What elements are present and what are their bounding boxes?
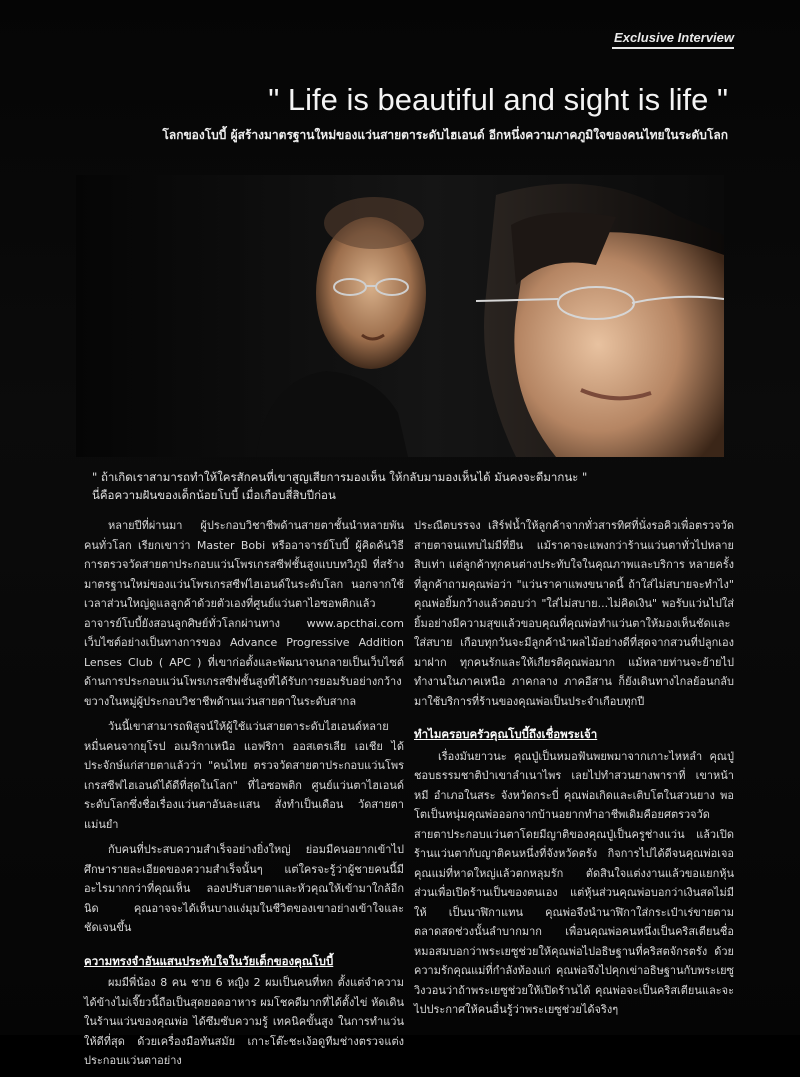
subtitle: โลกของโบบี้ ผู้สร้างมาตรฐานใหม่ของแว่นสายตาระดับไฮเอนด์ อีกหนึ่งความภาคภูมิใจของคนไทยในระดับโลก (162, 128, 728, 142)
paragraph: กับคนที่ประสบความสำเร็จอย่างยิ่งใหญ่ ย่อมมีคนอยากเข้าไปศึกษารายละเอียดของความสำเร็จนั้นๆ แต่ใครจะรู้ว่าผู้ชายคนนี้มีอะไรมากกว่าที่คุณเห็น ลองปรับสายตาและหัวคุณให้เข้ามาใกล้อีกนิด คุณอาจจะได้เห็นบางแง่มุมในชีวิตของเขาอย่างเข้าใจและชัดเจนขึ้น (84, 843, 404, 934)
photo-illustration (76, 175, 724, 457)
paragraph: ประณีตบรรจง เสิร์ฟน้ำให้ลูกค้าจากทั่วสารทิศที่นั่งรอคิวเพื่อตรวจวัดสายตาจนแทบไม่มีที่ยืน แม้ราคาจะแพงกว่าร้านแว่นตาทั่วไปหลายสิบเท่า แต่ลูกค้าทุกคนต่างประทับใจในคุณภาพและบริการ หลายครั้งที่ลูกค้าถามคุณพ่อว่า "แว่นราคาแพงขนาดนี้ ถ้าใส่ไม่สบายจะทำไง" คุณพ่อยิ้มกว้างแล้วตอบว่า "ใส่ไม่สบาย...ไม่คิดเงิน" พอรับแว่นไปใส่ยิ้มอย่างมีความสุขแล้วขอบคุณที่คุณพ่อทำแว่นตาให้มองเห็นชัดและใส่สบาย เกือบทุกวันจะมีลูกค้านำผลไม้อย่างดีที่สุดจากสวนที่ปลูกเองมาฝาก ทุกคนรักและให้เกียรติคุณพ่อมาก แม้หลายท่านจะย้ายไปทำงานในภาคเหนือ ภาคกลาง ภาคอีสาน ก็ยังเดินทางไกลย้อนกลับมาใช้บริการที่ร้านของคุณพ่อเป็นประจำเกือบทุกปี (414, 519, 734, 708)
quote-line-2: นี่คือความฝันของเด็กน้อยโบบี้ เมื่อเกือบสี่สิบปีก่อน (92, 488, 336, 502)
pull-quote (92, 468, 612, 504)
paragraph: ผมมีพี่น้อง 8 คน ชาย 6 หญิง 2 ผมเป็นคนที่หก ตั้งแต่จำความได้ข้างไม่เจี๊ยวนี้ถือเป็นสุดยอดอาหาร ผมโชคดีมากที่ได้ตั้งไข่ หัดเดินในร้านแว่นของคุณพ่อ ได้ซึมซับความรู้ เทคนิคขั้นสูง ในการทำแว่นให้ดีที่สุด ด้วยเครื่องมือทันสมัย เกาะโต๊ะชะเง้อดูทีมช่างตรวจแต่งประกอบแว่นตาอย่าง (84, 976, 404, 1067)
quote-line-1: " ถ้าเกิดเราสามารถทำให้ใครสักคนที่เขาสูญเสียการมองเห็น ให้กลับมามองเห็นได้ มันคงจะดีมากนะ " (92, 470, 588, 484)
paragraph: วันนี้เขาสามารถพิสูจน์ให้ผู้ใช้แว่นสายตาระดับไฮเอนด์หลายหมื่นคนจากยุโรป อเมริกาเหนือ แอฟริกา ออสเตรเลีย เอเชีย ได้ประจักษ์แก่สายตาแล้วว่า "คนไทย ตรวจวัดสายตาประกอบแว่นโพรเกรสซีฟไฮเอนด์ได้ดีที่สุดในโลก" ที่ไอซอพติก ศูนย์แว่นตาไฮเอนด์ระดับโลกซึ่งชื่อเรื่องแว่นตาอันละแสน สั่งทำเป็นเดือน วัดสายตาแม่นยำ (84, 720, 404, 831)
headline: " Life is beautiful and sight is life " (268, 82, 728, 117)
interview-photo (76, 175, 724, 457)
section-underline (612, 47, 734, 49)
section-label: Exclusive Interview (614, 30, 734, 45)
article-column-right (414, 516, 734, 1026)
section-heading: ความทรงจำอันแสนประทับใจในวัยเด็กของคุณโบบี้ (84, 953, 334, 968)
article-column-left (84, 516, 404, 1077)
section-heading: ทำไมครอบครัวคุณโบบี้ถึงเชื่อพระเจ้า (414, 727, 598, 741)
paragraph: หลายปีที่ผ่านมา ผู้ประกอบวิชาชีพด้านสายตาชั้นนำหลายพันคนทั่วโลก เรียกเขาว่า Master Bobi หรืออาจารย์โบบี้ ผู้คิดค้นวิธีการตรวจวัดสายตาประกอบแว่นโพรเกรสซีฟชั้นสูงแบบทวิภูมิ ที่สร้างมาตรฐานใหม่ของแว่นโพรเกรสซีฟไฮเอนด์ในระดับโลก นอกจากใช้เวลาส่วนใหญ่ดูแลลูกค้าด้วยตัวเองที่ศูนย์แว่นตาไอซอพติกแล้ว อาจารย์โบบี้ยังสอนลูกศิษย์ทั่วโลกผ่านทาง www.apcthai.com เว็บไซต์อย่างเป็นทางการของ Advance Progressive Addition Lenses Club ( APC ) ที่เขาก่อตั้งและพัฒนาจนกลายเป็นเว็บไซต์ด้านการประกอบแว่นโพรเกรสซีฟชั้นสูงที่ได้รับการยอมรับอย่างกว้างขวางในหมู่ผู้ประกอบวิชาชีพด้านแว่นสายตาในระดับสากล (84, 519, 404, 708)
paragraph: เรื่องมันยาวนะ คุณปู่เป็นหมอฟันพยพมาจากเกาะไหหลำ คุณปู่ชอบธรรมชาติป่าเขาลำเนาไพร เลยไปทำสวนยางพาราที่ เขาหน้าหมี อำเภอในสระ จังหวัดกระบี่ คุณพ่อเกิดและเติบโตในสวนยาง พอโตเป็นหนุ่มคุณพ่อออกจากบ้านอยากทำอาชีพเดิมคือยศตรวจวัดสายตาประกอบแว่นตาโดยมีญาติของคุณปู่เป็นครูช่างแว่น แล้วเปิดร้านแว่นตากับญาติคนหนึ่งที่จังหวัดตรัง กิจการไปได้ดีจนคุณพ่อเจอคุณแม่ที่หาดใหญ่แล้วตกหลุมรัก ตัดสินใจแต่งงานแล้วขอแยกหุ้นส่วนเพื่อเปิดร้านเป็นของตนเอง แต่หุ้นส่วนคุณพ่อบอกว่าเงินสดไม่มีให้ เป็นนาฬิกาแทน คุณพ่อจึงนำนาฬิกาใส่กระเป๋าเร่ขายตามตลาดสดช่วงนั้นลำบากมาก เพื่อนคุณพ่อคนหนึ่งเป็นคริสเตียนชื่อหมอสมบอกว่าพระเยซูช่วยให้คุณพ่อไปอธิษฐานที่คริสตจักรตรัง ด้วยความรักคุณแม่ที่กำลังท้องแก่ คุณพ่อจึงไปคุกเข่าอธิษฐานกับพระเยซูวิงวอนว่าถ้าพระเยซูช่วยให้เปิดร้านได้ คุณพ่อจะเป็นคริสเตียนและจะไปประกาศให้คนอื่นรู้ว่าพระเยซูช่วยได้จริงๆ (414, 749, 734, 1016)
